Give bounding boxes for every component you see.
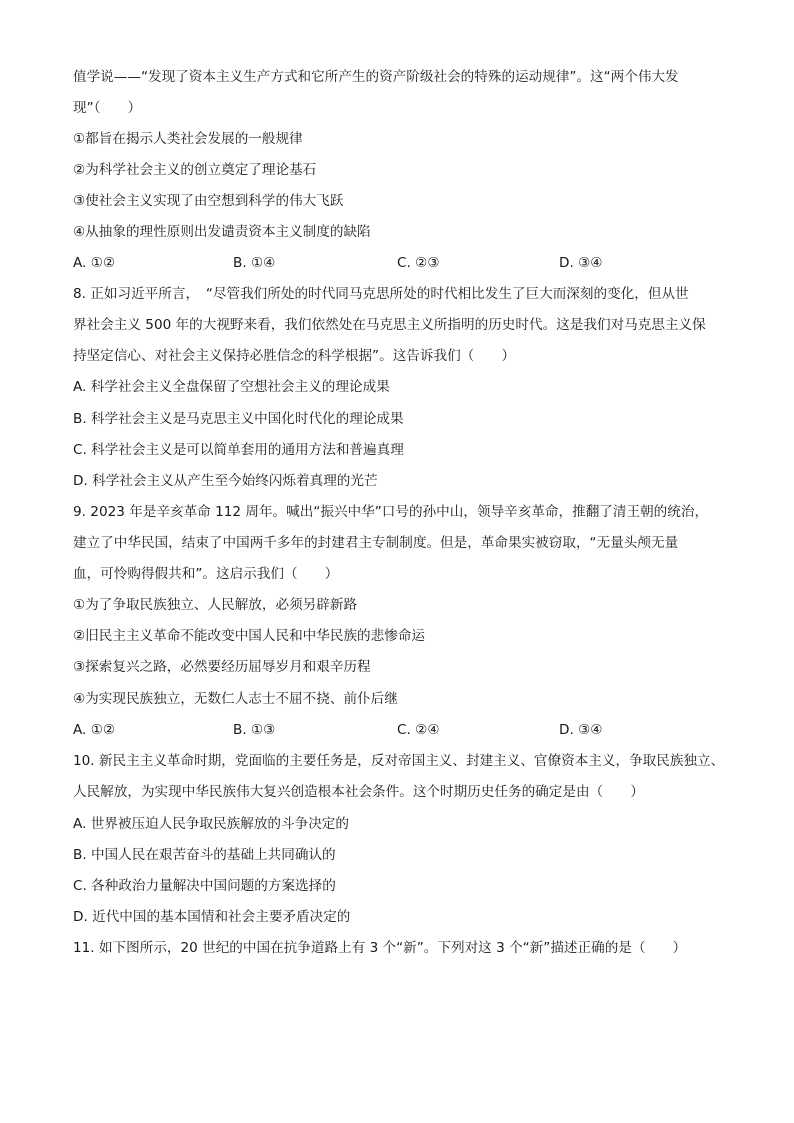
q9-item: ②旧民主主义革命不能改变中国人民和中华民族的悲惨命运 bbox=[73, 628, 426, 644]
q7-item: ③使社会主义实现了由空想到科学的伟大飞跃 bbox=[73, 193, 344, 209]
q7-stem-line: 值学说——“发现了资本主义生产方式和它所产生的资产阶级社会的特殊的运动规律”。这“两个伟大发 bbox=[73, 69, 679, 85]
q8-option-d[interactable]: D. 科学社会主义从产生至今始终闪烁着真理的光芒 bbox=[73, 473, 378, 489]
q10-stem-line: 人民解放，为实现中华民族伟大复兴创造根本社会条件。这个时期历史任务的确定是由（ ） bbox=[73, 784, 644, 800]
q7-option-c[interactable]: C. ②③ bbox=[397, 255, 440, 271]
q11-stem-line: 11. 如下图所示，20 世纪的中国在抗争道路上有 3 个“新”。下列对这 3 个“新”描述正确的是（ ） bbox=[73, 940, 687, 956]
q10-stem-line: 10. 新民主主义革命时期，党面临的主要任务是，反对帝国主义、封建主义、官僚资本主义，争取民族独立、 bbox=[73, 753, 725, 769]
q7-option-b[interactable]: B. ①④ bbox=[233, 255, 276, 271]
q9-item: ③探索复兴之路，必然要经历屈辱岁月和艰辛历程 bbox=[73, 659, 371, 675]
q9-stem-line: 9. 2023 年是辛亥革命 112 周年。喊出“振兴中华”口号的孙中山，领导辛亥革命，推翻了清王朝的统治， bbox=[73, 504, 709, 520]
q9-item: ①为了争取民族独立、人民解放，必须另辟新路 bbox=[73, 597, 358, 613]
q10-option-a[interactable]: A. 世界被压迫人民争取民族解放的斗争决定的 bbox=[73, 816, 349, 832]
q9-options bbox=[73, 721, 733, 739]
q8-stem-line: 界社会主义 500 年的大视野来看，我们依然处在马克思主义所指明的历史时代。这是我们对马克思主义保 bbox=[73, 317, 706, 333]
q9-stem-line: 建立了中华民国，结束了中国两千多年的封建君主专制制度。但是，革命果实被窃取，“无量头颅无量 bbox=[73, 535, 679, 551]
q7-option-a[interactable]: A. ①② bbox=[73, 255, 116, 271]
q7-item: ①都旨在揭示人类社会发展的一般规律 bbox=[73, 131, 303, 147]
q7-options bbox=[73, 254, 733, 272]
q7-item: ②为科学社会主义的创立奠定了理论基石 bbox=[73, 162, 317, 178]
q10-option-c[interactable]: C. 各种政治力量解决中国问题的方案选择的 bbox=[73, 878, 336, 894]
q8-option-b[interactable]: B. 科学社会主义是马克思主义中国化时代化的理论成果 bbox=[73, 411, 404, 427]
q9-item: ④为实现民族独立，无数仁人志士不屈不挠、前仆后继 bbox=[73, 691, 398, 707]
q8-stem-line: 持坚定信心、对社会主义保持必胜信念的科学根据”。这告诉我们（ ） bbox=[73, 348, 516, 364]
q9-stem-line: 血，可怜购得假共和”。这启示我们（ ） bbox=[73, 566, 339, 582]
q9-option-d[interactable]: D. ③④ bbox=[559, 722, 603, 738]
q9-option-b[interactable]: B. ①③ bbox=[233, 722, 276, 738]
q8-option-a[interactable]: A. 科学社会主义全盘保留了空想社会主义的理论成果 bbox=[73, 379, 390, 395]
q8-option-c[interactable]: C. 科学社会主义是可以简单套用的通用方法和普遍真理 bbox=[73, 442, 404, 458]
q7-stem-line: 现”（ ） bbox=[73, 100, 142, 116]
q8-stem-line: 8. 正如习近平所言， “尽管我们所处的时代同马克思所处的时代相比发生了巨大而深刻的变化，但从世 bbox=[73, 286, 689, 302]
q9-option-a[interactable]: A. ①② bbox=[73, 722, 116, 738]
q10-option-d[interactable]: D. 近代中国的基本国情和社会主要矛盾决定的 bbox=[73, 909, 351, 925]
q7-option-d[interactable]: D. ③④ bbox=[559, 255, 603, 271]
q7-item: ④从抽象的理性原则出发谴责资本主义制度的缺陷 bbox=[73, 224, 371, 240]
q9-option-c[interactable]: C. ②④ bbox=[397, 722, 440, 738]
q10-option-b[interactable]: B. 中国人民在艰苦奋斗的基础上共同确认的 bbox=[73, 847, 336, 863]
